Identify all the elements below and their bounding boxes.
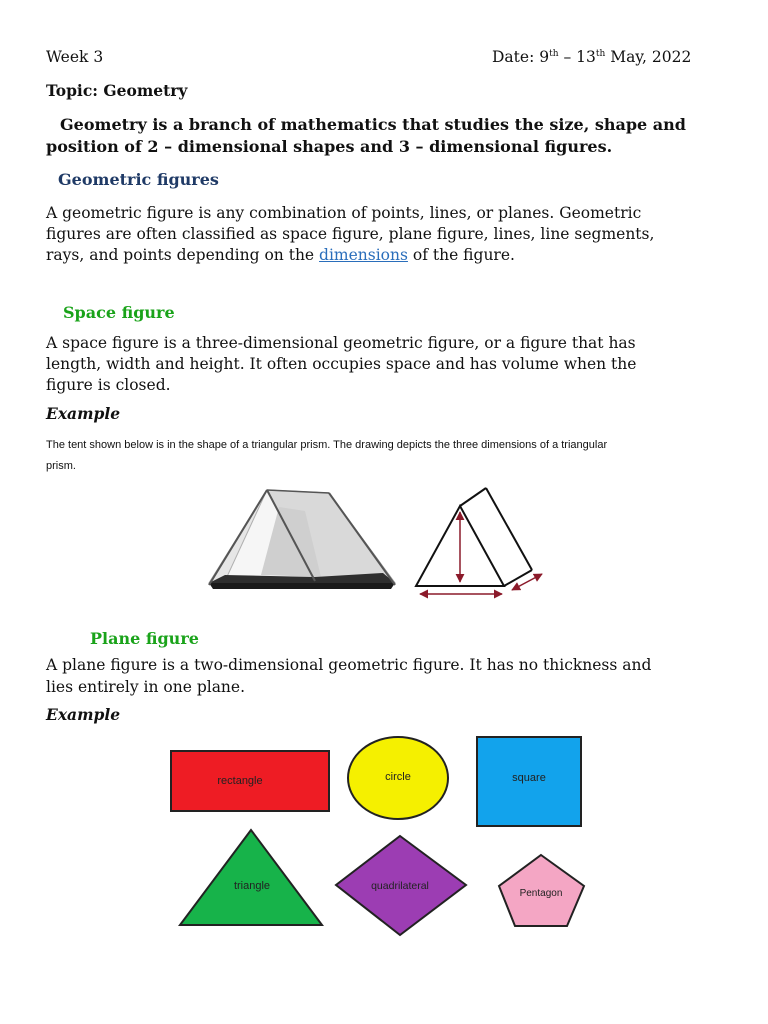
- rectangle-label: rectangle: [217, 775, 263, 787]
- tent-image: [205, 485, 405, 600]
- quadrilateral-label: quadrilateral: [371, 880, 429, 892]
- space-figure-line-1: A space figure is a three-dimensional geometric figure, or a figure that has: [46, 334, 636, 352]
- square-shape: [477, 737, 581, 826]
- quadrilateral-shape: [336, 836, 466, 935]
- geometric-figures-line-2: figures are often classified as space figure, plane figure, lines, line segments,: [46, 225, 655, 243]
- circle-label: circle: [385, 771, 411, 783]
- space-example-label: Example: [46, 404, 121, 423]
- pentagon-label: Pentagon: [519, 888, 563, 899]
- week-label: Week 3: [46, 48, 104, 66]
- plane-figure-line-1: A plane figure is a two-dimensional geometric figure. It has no thickness and: [46, 656, 652, 674]
- square-label: square: [512, 772, 546, 784]
- tent-caption-line-2: prism.: [46, 460, 76, 472]
- geometric-figures-line-3: rays, and points depending on the dimensions of the figure.: [46, 246, 515, 264]
- dimensions-link[interactable]: dimensions: [319, 246, 408, 264]
- topic-title: Topic: Geometry: [46, 81, 188, 100]
- circle-shape: [348, 737, 448, 819]
- plane-figure-heading: Plane figure: [90, 629, 199, 648]
- space-figure-heading: Space figure: [63, 303, 175, 322]
- intro-line-1: Geometry is a branch of mathematics that studies the size, shape and: [60, 115, 686, 134]
- plane-example-label: Example: [46, 705, 121, 724]
- space-figure-line-3: figure is closed.: [46, 376, 171, 394]
- pentagon-shape: [499, 855, 584, 926]
- geometric-figures-line-1: A geometric figure is any combination of points, lines, or planes. Geometric: [46, 204, 642, 222]
- tent-caption-line-1: The tent shown below is in the shape of a triangular prism. The drawing depicts the three dimensions of a triangular: [46, 439, 608, 451]
- plane-shapes-illustration: [160, 730, 600, 945]
- triangle-label: triangle: [233, 880, 271, 892]
- geometric-figures-heading: Geometric figures: [58, 170, 219, 189]
- date-label: Date: 9th – 13th May, 2022: [492, 48, 692, 66]
- triangular-prism-drawing: [410, 484, 550, 602]
- intro-line-2: position of 2 – dimensional shapes and 3 – dimensional figures.: [46, 137, 613, 156]
- triangle-shape: [180, 830, 322, 925]
- plane-figure-line-2: lies entirely in one plane.: [46, 678, 246, 696]
- rectangle-shape: [171, 751, 329, 811]
- space-figure-line-2: length, width and height. It often occupies space and has volume when the: [46, 355, 637, 373]
